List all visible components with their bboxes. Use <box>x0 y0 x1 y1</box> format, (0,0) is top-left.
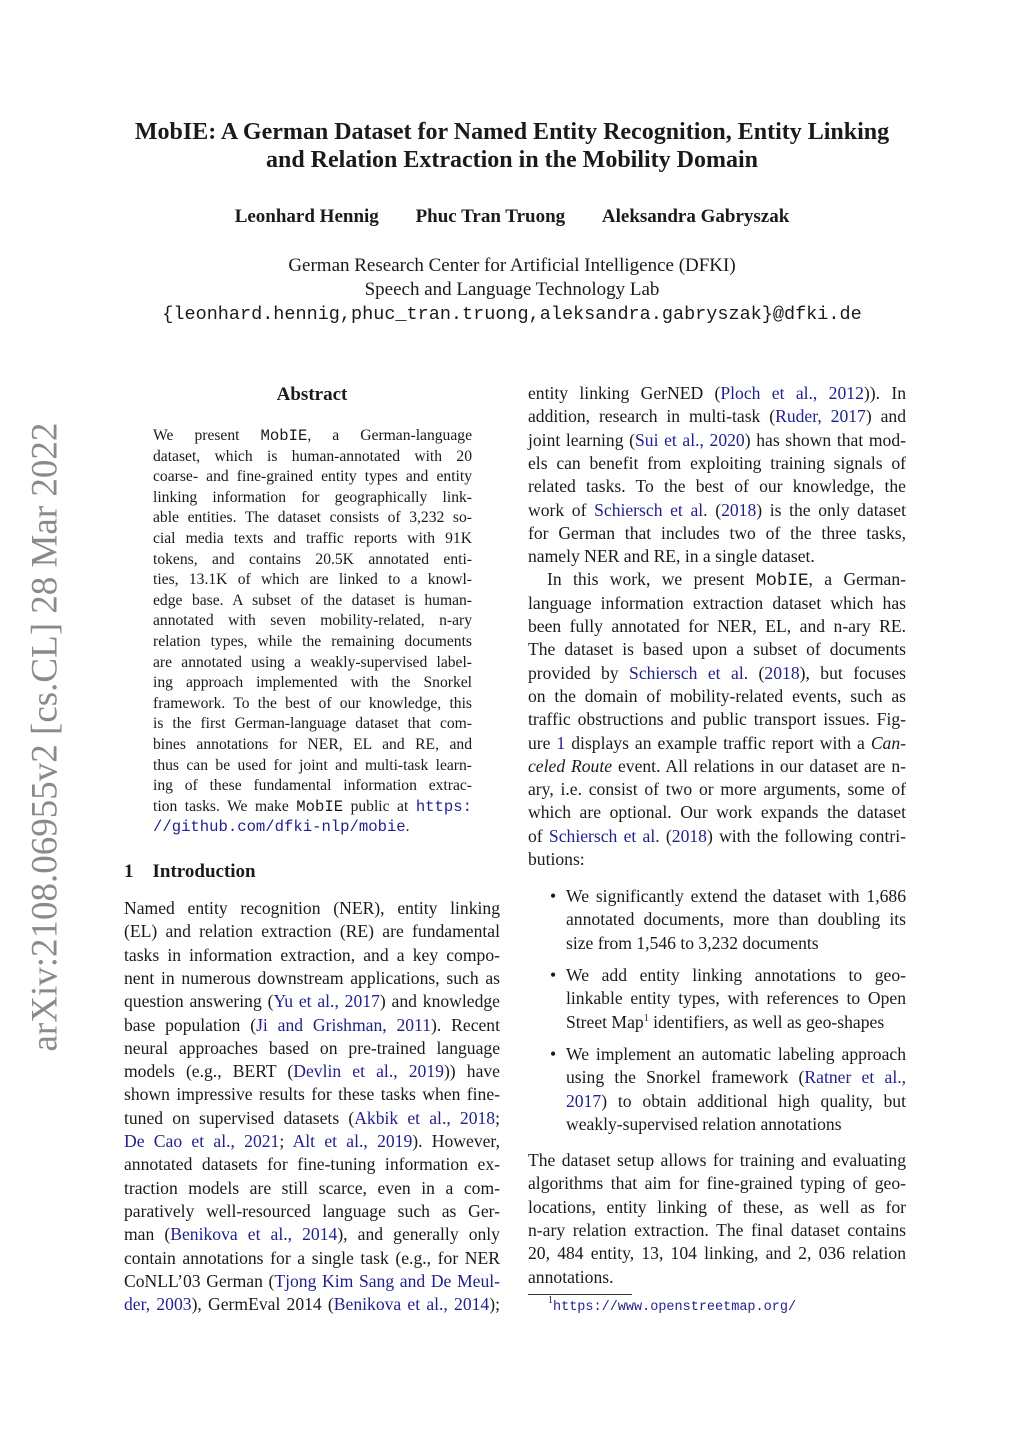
text-line <box>566 1114 906 1135</box>
text-span: are annotated using a weakly-supervised label- <box>153 653 472 671</box>
text-span: We significantly extend the dataset with 1,686 <box>566 886 906 906</box>
citation-link[interactable]: Benikova et al., 2014 <box>333 1294 490 1315</box>
text-line <box>153 757 472 775</box>
text-span: traction models are still scarce, even in a com- <box>124 1177 500 1198</box>
url-link[interactable]: https: <box>415 797 472 816</box>
text-span: ing of these fundamental information extrac- <box>153 777 472 795</box>
text-span: man ( <box>124 1224 171 1245</box>
text-line <box>528 616 906 637</box>
paper-title-line-2: and Relation Extraction in the Mobility Domain <box>265 147 758 173</box>
text-span: linking information for geographically link- <box>153 488 472 506</box>
text-span: Named entity recognition (NER), entity linking <box>124 898 500 918</box>
citation-link[interactable]: Ratner et al., <box>804 1067 906 1088</box>
author-name: Leonhard Hennig <box>234 206 379 227</box>
text-line <box>153 468 472 486</box>
text-span: which are optional. Our work expands the dataset <box>528 802 906 823</box>
text-line <box>124 1061 500 1082</box>
text-line <box>124 1294 500 1315</box>
text-line <box>528 593 906 614</box>
text-line <box>153 674 472 692</box>
text-line <box>528 709 906 730</box>
text-span: ( <box>659 825 672 846</box>
bullet-icon: • <box>550 965 557 985</box>
text-span: relation types, while the remaining documents <box>153 633 472 650</box>
text-line <box>566 933 906 954</box>
text-line <box>528 523 906 544</box>
text-line <box>153 509 472 527</box>
text-span: bines annotations for NER, EL and RE, and <box>153 736 472 753</box>
text-span: dataset, which is human-annotated with 20 <box>153 447 472 465</box>
text-line <box>153 695 472 713</box>
text-span: using the Snorkel framework ( <box>566 1067 805 1088</box>
citation-link[interactable]: 1 <box>556 732 566 753</box>
text-line <box>124 968 500 989</box>
text-line <box>153 777 472 795</box>
text-span: framework. To the best of our knowledge, this <box>153 694 472 712</box>
text-span: able entities. The dataset consists of 3,232 so- <box>153 509 472 527</box>
text-span: ; <box>279 1131 293 1151</box>
text-span: annotated datasets for fine-tuning information ex- <box>124 1154 500 1175</box>
text-span: annotated documents, more than doubling its <box>566 909 906 930</box>
citation-link[interactable]: Benikova et al., 2014 <box>170 1224 338 1245</box>
text-line <box>153 551 472 569</box>
text-span: We present <box>153 427 261 444</box>
text-span: CoNLL’03 German ( <box>124 1270 275 1291</box>
author-name: Phuc Tran Truong <box>415 206 566 227</box>
text-line <box>124 1178 500 1199</box>
text-line <box>124 1201 500 1222</box>
text-line <box>124 1224 500 1245</box>
text-line <box>528 779 906 800</box>
text-span: addition, research in multi-task ( <box>528 406 776 427</box>
text-line <box>124 1248 500 1269</box>
text-span: for German that includes two of the three tasks, <box>528 522 906 543</box>
text-span: We implement an automatic labeling approach <box>566 1044 906 1064</box>
italic-text: Can- <box>870 732 906 753</box>
text-span: tasks in information extraction, and a key compo- <box>124 944 500 965</box>
text-span: )). In <box>863 383 906 403</box>
text-span: ties, 13.1K of which are linked to a knowl- <box>153 571 472 589</box>
citation-link[interactable]: De Cao et al., 2021 <box>124 1131 280 1151</box>
text-span: ). Recent <box>431 1014 500 1035</box>
text-span: shown impressive results for these tasks when fine- <box>124 1084 500 1105</box>
text-span: locations, entity linking of these, as well as for <box>528 1196 906 1217</box>
text-span: contain annotations for a single task (e.g., for NER <box>124 1247 500 1268</box>
footnote-ref-link[interactable]: 1 <box>643 1012 649 1024</box>
text-line <box>566 886 906 907</box>
text-line <box>547 569 906 591</box>
citation-link[interactable]: Schiersch et al. <box>548 825 660 846</box>
text-span: provided by <box>528 662 630 683</box>
italic-text: celed Route <box>528 755 613 776</box>
text-line <box>528 663 906 684</box>
text-span: ; <box>495 1107 500 1128</box>
text-span: displays an example traffic report with a <box>565 732 871 753</box>
text-line <box>566 1067 906 1088</box>
text-span: ); <box>489 1294 500 1315</box>
text-span: ) with the following contri- <box>706 825 906 846</box>
text-line <box>528 1150 906 1171</box>
text-span: algorithms that aim for fine-grained typing of geo- <box>528 1173 906 1194</box>
text-span: traffic obstructions and public transport issues. Fig- <box>528 709 906 730</box>
text-line <box>153 818 472 836</box>
text-span: thus can be used for joint and multi-task learn- <box>153 756 472 774</box>
citation-link[interactable]: Alt et al., 2019 <box>292 1131 413 1151</box>
text-line <box>153 736 472 754</box>
author-name: Aleksandra Gabryszak <box>601 206 790 227</box>
text-span: annotated with seven mobility-related, n-ary <box>153 612 472 630</box>
text-line <box>528 1220 906 1241</box>
text-span: been fully annotated for NER, EL, and n-ary RE. <box>528 616 906 636</box>
text-line <box>528 383 906 404</box>
text-line <box>124 1154 500 1175</box>
text-line <box>153 448 472 466</box>
text-line <box>528 453 906 474</box>
citation-link[interactable]: 2018 <box>721 499 757 520</box>
footnote-mark: 1 <box>548 1295 553 1306</box>
text-span: In this work, we present <box>547 569 756 590</box>
text-line <box>528 476 906 497</box>
text-span: tokens, and contains 20.5K annotated enti- <box>153 550 472 568</box>
affiliation-lab: Speech and Language Technology Lab <box>364 279 660 300</box>
text-span: ), and generally only <box>337 1224 500 1245</box>
text-span: ure <box>528 732 557 753</box>
text-line <box>528 1173 906 1194</box>
text-span: related tasks. To the best of our knowledge, the <box>528 476 906 497</box>
abstract-heading: Abstract <box>276 384 348 405</box>
citation-link[interactable]: Schiersch et al. <box>594 499 708 520</box>
dataset-name: MobIE <box>296 797 344 816</box>
text-line <box>124 1015 500 1036</box>
text-span: ). However, <box>412 1131 500 1151</box>
text-line <box>528 1243 906 1264</box>
affiliation-institute: German Research Center for Artificial Intelligence (DFKI) <box>288 255 736 276</box>
text-line <box>528 826 906 847</box>
text-span: nent in numerous downstream applications, such as <box>124 967 500 988</box>
text-span: edge base. A subset of the dataset is human- <box>153 591 472 609</box>
text-span: ( <box>748 662 765 683</box>
text-span: ary, i.e. consist of two or more arguments, some of <box>528 779 906 800</box>
text-line <box>153 612 472 630</box>
text-span: on the domain of mobility-related events, such as <box>528 685 906 706</box>
text-span: butions: <box>528 849 585 869</box>
text-line <box>528 430 906 451</box>
text-span: entity linking GerNED ( <box>528 383 721 403</box>
text-span: ) to obtain additional high quality, but <box>601 1090 906 1111</box>
dataset-name: MobIE <box>260 427 308 445</box>
text-line <box>124 1108 500 1129</box>
text-span: question answering ( <box>124 991 274 1012</box>
arxiv-stamp: arXiv:2108.06955v2 [cs.CL] 28 Mar 2022 <box>24 422 66 1052</box>
citation-link[interactable]: Ji and Grishman, 2011 <box>256 1014 432 1035</box>
text-line <box>566 1044 906 1065</box>
author-emails: {leonhard.hennig,phuc_tran.truong,aleksandra.gabryszak}@dfki.de <box>162 304 862 325</box>
citation-link[interactable]: der, 2003 <box>124 1294 192 1315</box>
text-span: public at <box>343 797 416 815</box>
text-line <box>566 965 906 986</box>
bullet-icon: • <box>550 886 557 906</box>
text-line <box>124 898 500 919</box>
text-line <box>124 1131 500 1152</box>
section-number: 1 <box>124 861 134 882</box>
text-line <box>124 921 500 942</box>
text-line <box>153 571 472 589</box>
text-line <box>153 530 472 548</box>
text-line <box>528 1197 906 1218</box>
text-line <box>528 802 906 823</box>
text-span: models (e.g., BERT ( <box>124 1061 294 1082</box>
text-span: . <box>405 818 410 836</box>
citation-link[interactable]: Ploch et al., 2012 <box>720 383 864 403</box>
text-span: tion tasks. We make <box>153 797 297 815</box>
text-span: event. All relations in our dataset are n- <box>612 755 906 776</box>
text-line <box>528 733 906 754</box>
text-line <box>153 592 472 610</box>
section-heading-introduction <box>124 861 256 883</box>
text-span: n-ary relation extraction. The final dataset contains <box>528 1219 906 1240</box>
text-line <box>153 654 472 672</box>
citation-link[interactable]: Akbik et al., 2018 <box>354 1107 496 1128</box>
footnote-divider <box>528 1294 632 1295</box>
text-span: tuned on supervised datasets ( <box>124 1107 355 1128</box>
text-span: cial media texts and traffic reports with 91K <box>153 530 472 547</box>
text-line <box>124 1038 500 1059</box>
text-span: ) and knowledge <box>379 991 500 1012</box>
text-line <box>528 639 906 660</box>
text-line <box>566 988 906 1009</box>
text-span: The dataset is based upon a subset of documents <box>528 639 906 660</box>
text-span: , a German-language <box>307 427 472 444</box>
footnote <box>548 1295 797 1315</box>
text-line <box>124 1271 500 1292</box>
text-span: annotations. <box>528 1266 614 1287</box>
citation-link[interactable]: Ruder, 2017 <box>775 406 866 427</box>
text-line <box>153 633 472 651</box>
text-span: 20, 484 entity, 13, 104 linking, and 2, 036 relation <box>528 1243 906 1264</box>
text-line <box>566 1012 906 1033</box>
text-span: coarse- and fine-grained entity types and entity <box>153 468 472 486</box>
citation-link[interactable]: Devlin et al., 2019 <box>293 1061 444 1082</box>
text-line <box>153 427 472 445</box>
text-line <box>124 1084 500 1105</box>
text-span: ( <box>707 499 722 520</box>
text-span: The dataset setup allows for training and evaluating <box>528 1150 906 1170</box>
bullet-icon: • <box>550 1044 557 1064</box>
text-line <box>528 849 906 870</box>
text-line <box>566 1091 906 1112</box>
citation-link[interactable]: Tjong Kim Sang and De Meul- <box>274 1270 500 1291</box>
url-link[interactable]: //github.com/dfki-nlp/mobie <box>153 818 406 837</box>
citation-link[interactable]: 2018 <box>671 825 707 846</box>
text-span: ) has shown that mod- <box>744 429 906 450</box>
text-span: ), GermEval 2014 ( <box>191 1294 334 1315</box>
text-span: size from 1,546 to 3,232 documents <box>566 932 819 953</box>
text-span: ), but focuses <box>799 662 906 683</box>
dataset-name: MobIE <box>755 571 809 592</box>
text-span: weakly-supervised relation annotations <box>566 1113 842 1134</box>
text-span: paratively well-resourced language such as Ger- <box>124 1200 500 1221</box>
text-span: base population ( <box>124 1014 257 1035</box>
text-line <box>153 798 472 816</box>
text-span: ing approach implemented with the Snorkel <box>153 674 472 692</box>
text-line <box>153 489 472 507</box>
text-span: neural approaches based on pre-trained language <box>124 1037 500 1058</box>
text-span: is the first German-language dataset that com- <box>153 715 472 733</box>
text-span: work of <box>528 499 595 520</box>
text-line <box>124 945 500 966</box>
text-line <box>566 909 906 930</box>
text-span: of <box>528 825 549 846</box>
text-line <box>528 686 906 707</box>
footnote-url-link[interactable]: https://www.openstreetmap.org/ <box>553 1300 797 1315</box>
text-span: ) is the only dataset <box>756 499 906 520</box>
paper-title-line-1: MobIE: A German Dataset for Named Entity Recognition, Entity Linking <box>134 119 890 145</box>
text-line <box>124 991 500 1012</box>
citation-link[interactable]: 2017 <box>566 1090 602 1111</box>
text-span: els can benefit from exploiting training signals of <box>528 452 906 473</box>
text-line <box>528 406 906 427</box>
text-span: We add entity linking annotations to geo- <box>566 965 906 985</box>
citation-link[interactable]: Schiersch et al. <box>629 662 749 683</box>
text-line <box>528 500 906 521</box>
text-line <box>528 756 906 777</box>
text-span: language information extraction dataset which has <box>528 592 906 613</box>
text-span: joint learning ( <box>528 429 636 450</box>
citation-link[interactable]: Sui et al., 2020 <box>635 429 745 450</box>
text-span: )) have <box>443 1061 500 1082</box>
text-span: ) and <box>865 406 906 427</box>
text-line <box>528 546 906 567</box>
text-span: , a German- <box>808 569 906 590</box>
text-span: linkable entity types, with references to Open <box>566 988 906 1009</box>
citation-link[interactable]: 2018 <box>764 662 800 683</box>
text-span: namely NER and RE, in a single dataset. <box>528 546 815 567</box>
citation-link[interactable]: Yu et al., 2017 <box>273 991 380 1012</box>
text-span: Street Map <box>566 1011 644 1032</box>
section-title: Introduction <box>152 861 256 882</box>
author-list <box>0 206 1024 228</box>
text-span: identifiers, as well as geo-shapes <box>648 1011 885 1032</box>
text-line <box>153 715 472 733</box>
text-line <box>528 1267 906 1288</box>
text-span: (EL) and relation extraction (RE) are fundamental <box>124 921 500 942</box>
